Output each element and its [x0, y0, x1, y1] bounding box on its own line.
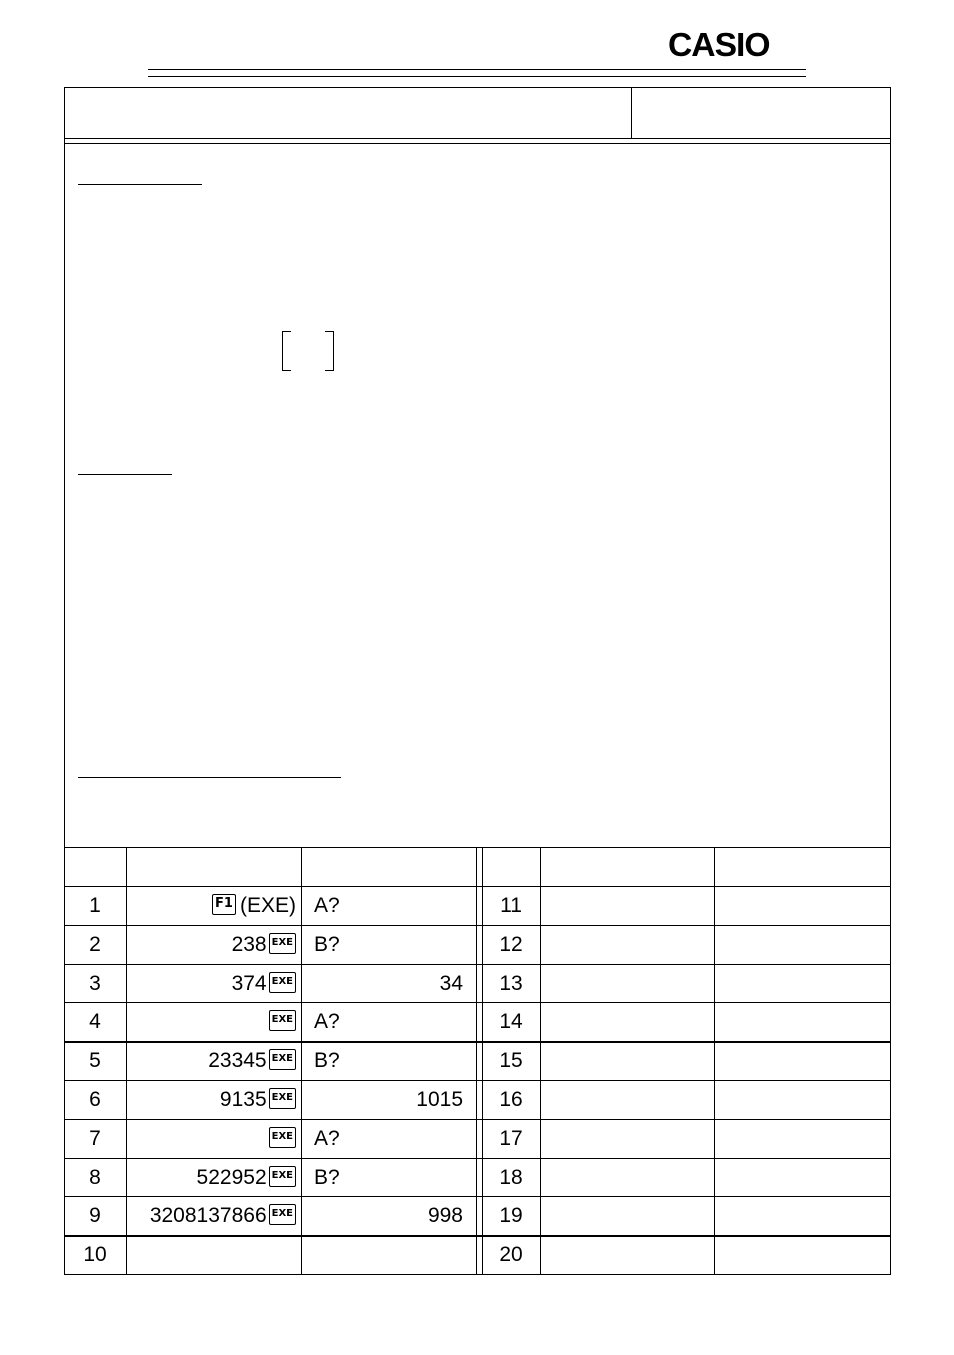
row-number: 17 — [499, 1127, 523, 1150]
row-number: 19 — [499, 1204, 523, 1227]
key-operation — [126, 1003, 296, 1041]
f1-key-icon: F1 — [212, 894, 236, 915]
exe-key-icon: EXE — [269, 1088, 296, 1109]
row-number: 13 — [499, 972, 523, 995]
key-operation — [126, 887, 296, 925]
row-number: 10 — [83, 1243, 107, 1266]
key-operation — [126, 1042, 296, 1080]
row-number: 16 — [499, 1088, 523, 1111]
table-top-rule — [64, 847, 891, 848]
key-operation — [126, 1236, 296, 1274]
row-number: 20 — [499, 1243, 523, 1266]
key-operation — [126, 1081, 296, 1119]
casio-logo: CASIO — [668, 26, 770, 63]
row-number: 18 — [499, 1166, 523, 1189]
row-number: 4 — [89, 1010, 101, 1033]
key-operation — [126, 1159, 296, 1197]
table-column-rule — [476, 847, 477, 1275]
title-box-divider — [631, 87, 632, 139]
key-operation — [126, 926, 296, 964]
row-number: 7 — [89, 1127, 101, 1150]
display-result: 1015 — [416, 1088, 463, 1111]
section-underline-1 — [78, 184, 202, 185]
title-box-rule-2 — [64, 143, 891, 144]
section-underline-3 — [78, 777, 341, 778]
key-suffix: (EXE) — [239, 894, 296, 917]
key-operation — [126, 1120, 296, 1158]
row-number: 11 — [500, 894, 522, 917]
row-number: 14 — [499, 1010, 523, 1033]
display-result: A? — [314, 1010, 340, 1033]
display-result: A? — [314, 894, 340, 917]
key-value: 3208137866 — [149, 1204, 267, 1227]
exe-key-icon: EXE — [269, 1127, 296, 1148]
table-column-rule — [714, 847, 715, 1275]
key-operation — [126, 965, 296, 1003]
key-value: 238 — [231, 933, 267, 956]
key-value: 9135 — [219, 1088, 267, 1111]
header-rule-2 — [148, 76, 806, 77]
exe-key-icon: EXE — [269, 1166, 296, 1187]
bracket-right — [325, 331, 334, 371]
key-operation — [126, 1197, 296, 1235]
bracket-left — [282, 331, 291, 371]
title-box-rule — [64, 138, 891, 139]
header-rule — [148, 69, 806, 70]
exe-key-icon: EXE — [269, 1010, 296, 1031]
section-underline-2 — [78, 474, 172, 475]
exe-key-icon: EXE — [269, 972, 296, 993]
row-number: 2 — [89, 933, 101, 956]
display-result: 34 — [439, 972, 463, 995]
row-number: 5 — [89, 1049, 101, 1072]
table-column-rule — [540, 847, 541, 1275]
display-result: A? — [314, 1127, 340, 1150]
row-number: 8 — [89, 1166, 101, 1189]
row-number: 15 — [499, 1049, 523, 1072]
key-value: 522952 — [196, 1166, 267, 1189]
display-result: B? — [314, 1049, 340, 1072]
exe-key-icon: EXE — [269, 1204, 296, 1225]
exe-key-icon: EXE — [269, 933, 296, 954]
display-result: 998 — [427, 1204, 463, 1227]
display-result — [301, 1236, 476, 1274]
row-number: 1 — [89, 894, 101, 917]
row-number: 12 — [499, 933, 523, 956]
row-number: 6 — [89, 1088, 101, 1111]
row-number: 3 — [89, 972, 101, 995]
row-number: 9 — [89, 1204, 101, 1227]
key-value: 374 — [231, 972, 267, 995]
key-value: 23345 — [208, 1049, 267, 1072]
display-result: B? — [314, 1166, 340, 1189]
exe-key-icon: EXE — [269, 1049, 296, 1070]
display-result: B? — [314, 933, 340, 956]
